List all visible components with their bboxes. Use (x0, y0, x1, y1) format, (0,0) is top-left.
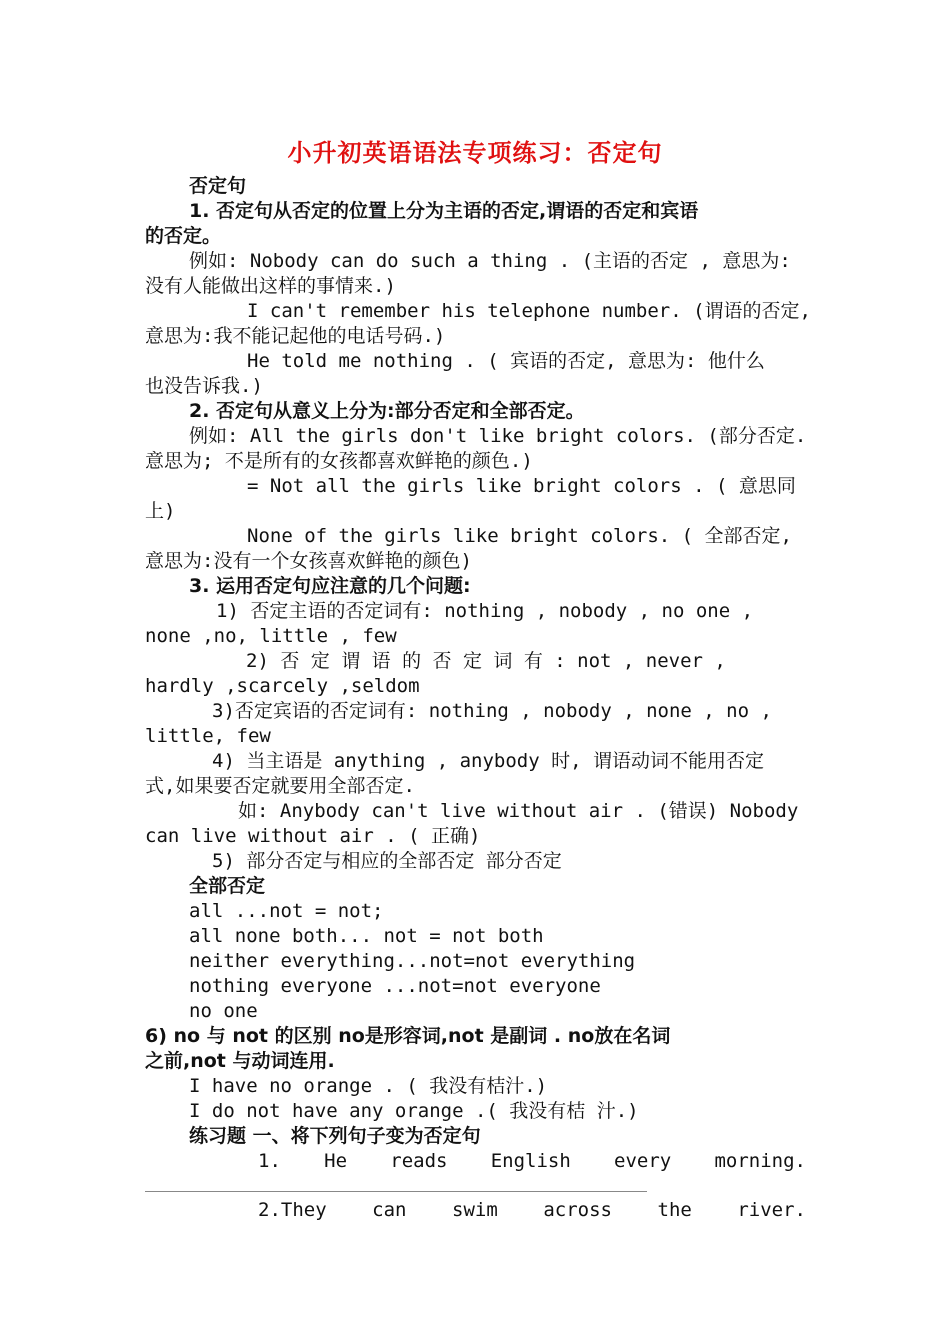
point-5: 5) 部分否定与相应的全部否定 部分否定 (212, 850, 562, 872)
exercise-item-1: 1. He reads English every morning. (258, 1150, 806, 1172)
point-1: 1) 否定主语的否定词有: nothing , nobody , no one , (216, 600, 754, 622)
point-4: 4) 当主语是 anything , anybody 时, 谓语动词不能用否定 (212, 750, 764, 772)
point-6: 6) no 与 not 的区别 no是形容词,not 是副词 . no放在名词 (145, 1025, 671, 1047)
pair-5: no one (189, 1000, 258, 1022)
exercise-item-2: 2.They can swim across the river. (258, 1199, 806, 1221)
point-5-heading: 全部否定 (189, 875, 266, 897)
point-6-cont: 之前,not 与动词连用. (145, 1050, 335, 1072)
rule-1-heading-cont: 的否定。 (145, 225, 222, 247)
point-6-example-2: I do not have any orange .( 我没有桔 汁.) (189, 1100, 639, 1122)
answer-line (145, 1191, 647, 1192)
exercise-heading: 练习题 一、将下列句子变为否定句 (189, 1125, 481, 1147)
point-1-cont: none ,no, little , few (145, 625, 397, 647)
point-2-cont: hardly ,scarcely ,seldom (145, 675, 420, 697)
example-1-cont: 没有人能做出这样的事情来.) (145, 275, 396, 297)
pair-3: neither everything...not=not everything (189, 950, 636, 972)
example-6: None of the girls like bright colors. ( 全部否定, (247, 525, 792, 547)
pair-1: all ...not = not; (189, 900, 384, 922)
point-2: 2) 否 定 谓 语 的 否 定 词 有 : not , never , (246, 650, 726, 672)
example-2: I can't remember his telephone number. (谓语的否定, (247, 300, 811, 322)
rule-2-heading: 2. 否定句从意义上分为:部分否定和全部否定。 (189, 400, 585, 422)
page-title: 小升初英语语法专项练习：否定句 (287, 138, 663, 167)
example-4-cont: 意思为; 不是所有的女孩都喜欢鲜艳的颜色.) (145, 450, 533, 472)
point-4-example: 如: Anybody can't live without air . (错误) Nobody (238, 800, 799, 822)
example-3-cont: 也没告诉我.) (145, 375, 263, 397)
example-6-cont: 意思为:没有一个女孩喜欢鲜艳的颜色) (145, 550, 472, 572)
point-4-cont: 式,如果要否定就要用全部否定. (145, 775, 415, 797)
example-1: 例如: Nobody can do such a thing . (主语的否定 , 意思为: (189, 250, 791, 272)
section-heading: 否定句 (189, 175, 247, 197)
point-4-example-cont: can live without air . ( 正确) (145, 825, 481, 847)
example-3: He told me nothing . ( 宾语的否定, 意思为: 他什么 (247, 350, 765, 372)
example-2-cont: 意思为:我不能记起他的电话号码.) (145, 325, 446, 347)
rule-1-heading: 1. 否定句从否定的位置上分为主语的否定,谓语的否定和宾语 (189, 200, 699, 222)
point-3-cont: little, few (145, 725, 271, 747)
point-3: 3)否定宾语的否定词有: nothing , nobody , none , no , (212, 700, 772, 722)
rule-3-heading: 3. 运用否定句应注意的几个问题: (189, 575, 471, 597)
point-6-example-1: I have no orange . ( 我没有桔汁.) (189, 1075, 548, 1097)
pair-4: nothing everyone ...not=not everyone (189, 975, 601, 997)
example-4: 例如: All the girls don't like bright colors. (部分否定. (189, 425, 807, 447)
example-5-cont: 上) (145, 500, 176, 522)
pair-2: all none both... not = not both (189, 925, 544, 947)
example-5: = Not all the girls like bright colors . ( 意思同 (247, 475, 796, 497)
